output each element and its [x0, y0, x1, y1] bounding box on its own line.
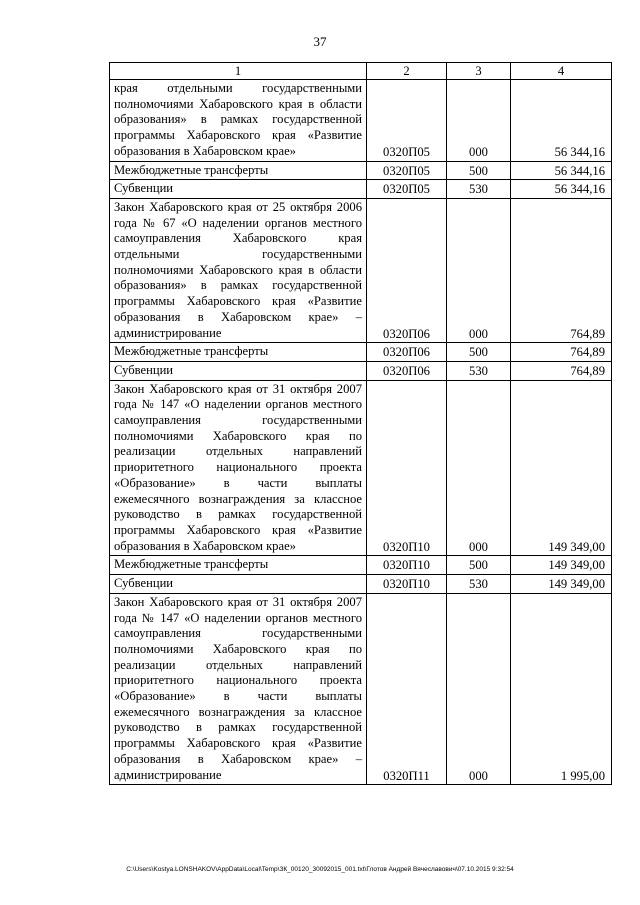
header-col-2: 2: [367, 63, 447, 80]
row-type: 530: [447, 180, 511, 199]
header-col-4: 4: [511, 63, 612, 80]
row-code: 0320П10: [367, 556, 447, 575]
header-col-1: 1: [110, 63, 367, 80]
row-type: 500: [447, 343, 511, 362]
row-name: Межбюджетные трансферты: [110, 343, 367, 362]
table-header-row: [110, 63, 612, 80]
row-type: 000: [447, 198, 511, 342]
row-code: 0320П11: [367, 593, 447, 784]
header-col-3: 3: [447, 63, 511, 80]
table-row: [110, 593, 612, 784]
row-type: 000: [447, 80, 511, 162]
row-name: Субвенции: [110, 575, 367, 594]
row-code: 0320П06: [367, 198, 447, 342]
row-amount: 764,89: [511, 198, 612, 342]
row-name: Субвенции: [110, 180, 367, 199]
table-row: [110, 198, 612, 342]
table-row: [110, 180, 612, 199]
row-name: Субвенции: [110, 361, 367, 380]
page-number: 37: [313, 34, 327, 49]
row-amount: 149 349,00: [511, 575, 612, 594]
table-row: [110, 380, 612, 556]
row-code: 0320П05: [367, 180, 447, 199]
row-type: 530: [447, 361, 511, 380]
table-row: [110, 161, 612, 180]
row-amount: 149 349,00: [511, 380, 612, 556]
row-code: 0320П06: [367, 343, 447, 362]
table-row: [110, 343, 612, 362]
table-row: [110, 556, 612, 575]
row-code: 0320П10: [367, 575, 447, 594]
footer-file-path: C:\Users\Kostya.LONSHAKOV\AppData\Local\Temp\ЗК_00120_30092015_001.txt\Глотов Андрей Вячеславович\07.10.2015 9:32:54: [126, 866, 514, 873]
table-row: [110, 361, 612, 380]
row-type: 530: [447, 575, 511, 594]
row-code: 0320П05: [367, 80, 447, 162]
row-name: Межбюджетные трансферты: [110, 556, 367, 575]
row-name: края отдельными государственными полномочиями Хабаровского края в области образования» в рамках государственной программы Хабаровского края «Развитие образования в Хабаровском крае»: [110, 80, 367, 162]
row-code: 0320П05: [367, 161, 447, 180]
table-row: [110, 575, 612, 594]
row-code: 0320П06: [367, 361, 447, 380]
row-type: 000: [447, 593, 511, 784]
row-name: Закон Хабаровского края от 31 октября 2007 года № 147 «О наделении органов местного самоуправления государственными полномочиями Хабаровского края по реализации отдельных направлений приоритетного национального проекта «Образование» в части выплаты ежемесячного вознаграждения за классное руководство в рамках государственной программы Хабаровского края «Развитие образования в Хабаровском крае»: [110, 380, 367, 556]
row-name: Межбюджетные трансферты: [110, 161, 367, 180]
row-amount: 149 349,00: [511, 556, 612, 575]
row-amount: 56 344,16: [511, 180, 612, 199]
row-code: 0320П10: [367, 380, 447, 556]
row-name: Закон Хабаровского края от 25 октября 2006 года № 67 «О наделении органов местного самоуправления Хабаровского края отдельными государственными полномочиями Хабаровского края в области образования» в рамках государственной программы Хабаровского края «Развитие образования в Хабаровском крае» – администрирование: [110, 198, 367, 342]
row-type: 500: [447, 556, 511, 575]
row-amount: 56 344,16: [511, 161, 612, 180]
row-amount: 1 995,00: [511, 593, 612, 784]
row-amount: 764,89: [511, 361, 612, 380]
table-row: [110, 80, 612, 162]
row-type: 000: [447, 380, 511, 556]
row-amount: 56 344,16: [511, 80, 612, 162]
row-type: 500: [447, 161, 511, 180]
budget-table: [109, 62, 612, 785]
row-amount: 764,89: [511, 343, 612, 362]
row-name: Закон Хабаровского края от 31 октября 2007 года № 147 «О наделении органов местного самоуправления государственными полномочиями Хабаровского края по реализации отдельных направлений приоритетного национального проекта «Образование» в части выплаты ежемесячного вознаграждения за классное руководство в рамках государственной программы Хабаровского края «Развитие образования в Хабаровском крае» – администрирование: [110, 593, 367, 784]
